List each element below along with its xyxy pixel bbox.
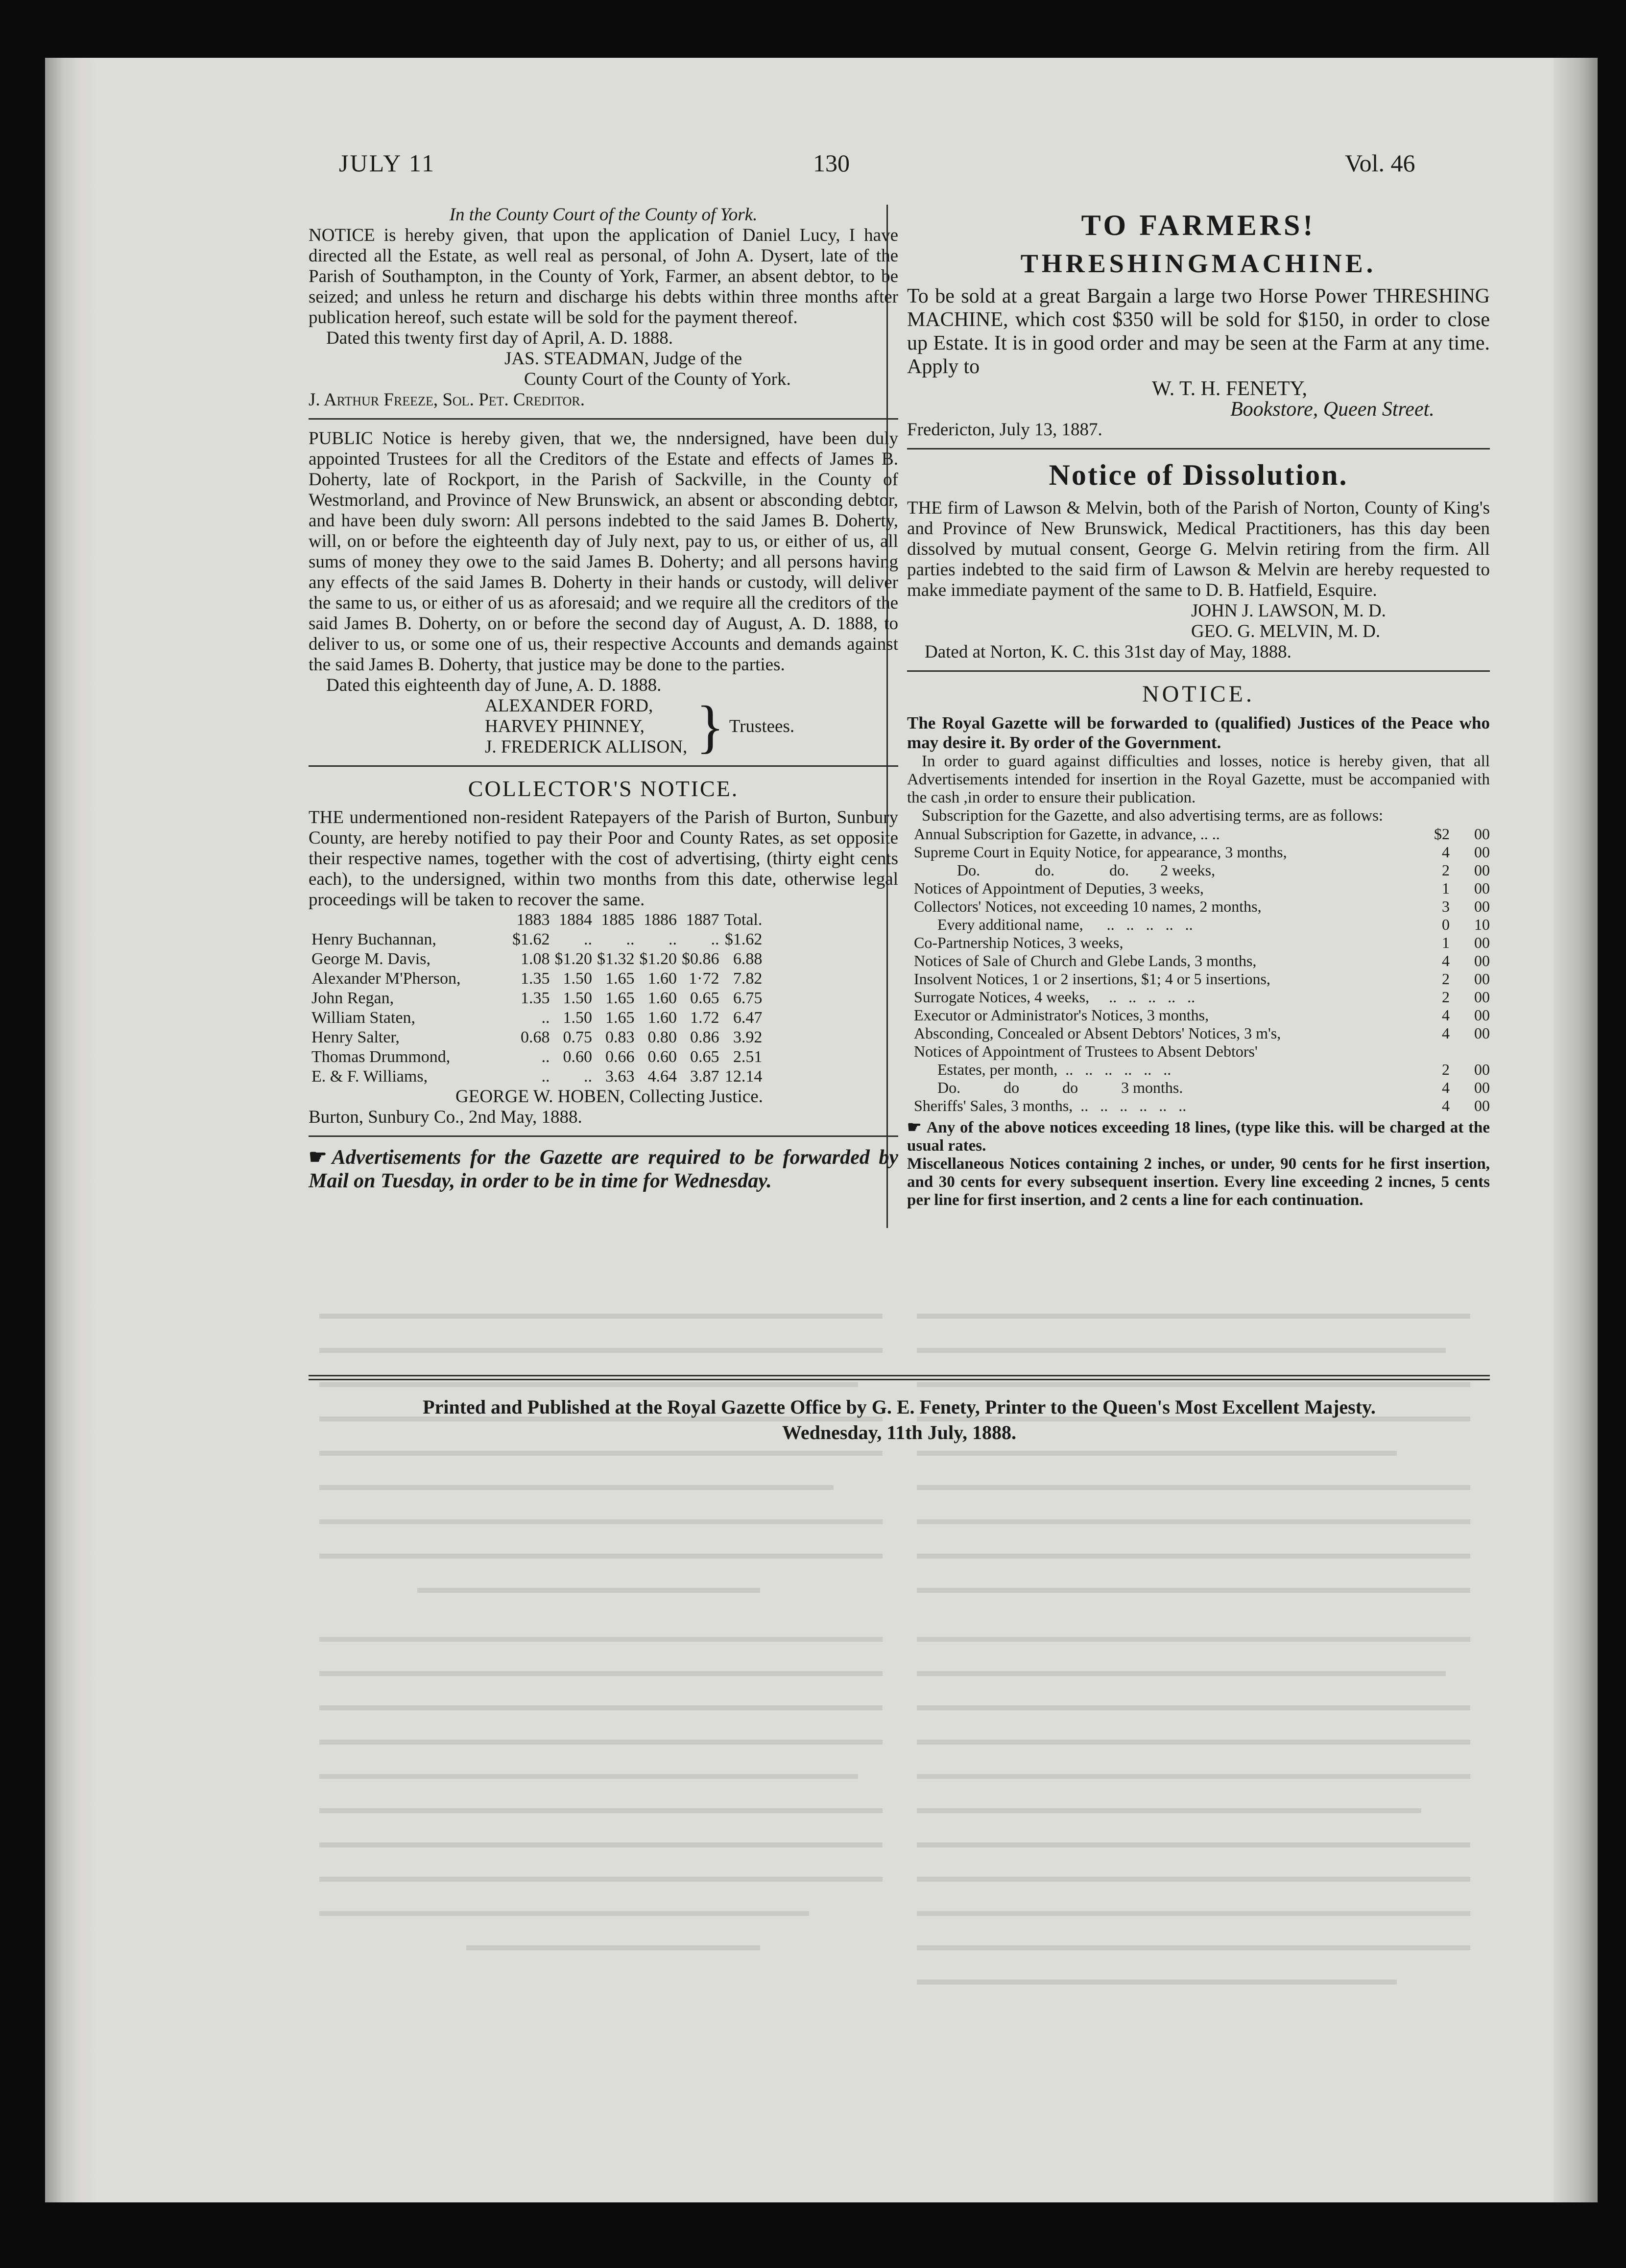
imprint-line: Printed and Published at the Royal Gazette Office by G. E. Fenety, Printer to the Queen's Most Excellent Majesty.: [423, 1396, 1376, 1418]
gazette-page: [45, 58, 1598, 2202]
advertisement-note: ☛ Advertisements for the Gazette are required to be forwarded by Mail on Tuesday, in order to be in time for Wednesday.: [309, 1146, 898, 1192]
fee-label: Sheriffs' Sales, 3 months, .. .. .. .. .. ..: [914, 1097, 1187, 1114]
trustee-brace: }: [696, 694, 724, 759]
table-row: [907, 861, 1490, 879]
table-cell: 1.72: [690, 1009, 719, 1027]
table-row: [907, 1061, 1490, 1079]
fee-label: Co-Partnership Notices, 3 weeks,: [914, 934, 1124, 951]
table-cell: $1.20: [639, 950, 677, 968]
table-row: [907, 970, 1490, 988]
table-cell: Henry Buchannan,: [311, 930, 436, 948]
table-cell: 1.50: [563, 1009, 592, 1027]
book-spine-edge: [1554, 58, 1598, 2202]
table-row: [907, 988, 1490, 1006]
public-notice-body: PUBLIC Notice is hereby given, that we, the nndersigned, have been duly appointed Trustees for all the Creditors of the Estate and effects of James B. Doherty, late of Rockport, in the Parish of Sackville, in the County of Westmorland, and Province of New Brunswick, an absent or absconding debtor, and have been duly sworn: All persons indebted to the said James B. Doherty, will, on or before the eighteenth day of July next, pay to us, or either of us, all sums of money they owe to the said James B. Doherty; and all persons having any effects of the said James B. Doherty in their hands or custody, will deliver the same to us, or either of us as aforesaid; and we require all the creditors of the said James B. Doherty, on or before the second day of August, A. D. 1888, to deliver to us, or some one of us, their respective Accounts and demands against the said James B. Doherty, that justice may be done to the parties.: [309, 428, 898, 675]
table-cell: Henry Salter,: [311, 1028, 400, 1046]
table-row: [907, 843, 1490, 861]
page-date: JULY 11: [339, 149, 436, 177]
section-rule: [907, 670, 1490, 672]
section-rule: [309, 1135, 898, 1137]
table-cell: 7.82: [733, 969, 763, 988]
fee-cents: 00: [1474, 988, 1490, 1006]
fee-label: Insolvent Notices, 1 or 2 insertions, $1; 4 or 5 insertions,: [914, 970, 1270, 988]
fee-cents: 00: [1474, 1079, 1490, 1096]
table-row: [907, 1079, 1490, 1097]
farmers-notice: [878, 209, 1490, 440]
court-notice: [309, 205, 898, 410]
court-line: In the County Court of the County of York.: [449, 205, 758, 225]
table-cell: 6.47: [733, 1009, 763, 1027]
fee-label: Annual Subscription for Gazette, in advance, .. ..: [914, 825, 1220, 843]
table-cell: $0.86: [682, 950, 719, 968]
collector-place-date: Burton, Sunbury Co., 2nd May, 1888.: [309, 1107, 582, 1127]
fee-label: Notices of Sale of Church and Glebe Lands, 3 months,: [914, 952, 1257, 969]
table-cell: Thomas Drummond,: [311, 1048, 451, 1066]
table-cell: 6.75: [733, 989, 763, 1007]
fee-dollars: 3: [1442, 898, 1450, 915]
gazette-notice-para: Subscription for the Gazette, and also advertising terms, are as follows:: [922, 807, 1384, 825]
table-row: [311, 1028, 762, 1047]
table-cell: E. & F. Williams,: [311, 1067, 428, 1086]
show-through-text-texture: [319, 1297, 1470, 2031]
pointing-hand-icon: ☛: [907, 1119, 922, 1136]
table-cell: ..: [541, 1009, 550, 1027]
fee-dollars: 0: [1442, 916, 1450, 933]
public-notice-dated: Dated this eighteenth day of June, A. D. 1888.: [326, 675, 662, 695]
farmers-subtitle: THRESHINGMACHINE.: [1020, 249, 1377, 278]
table-row: [907, 1042, 1490, 1061]
fee-cents: 10: [1474, 916, 1490, 933]
gazette-notice: [878, 681, 1490, 1209]
fee-dollars: 4: [1442, 1024, 1450, 1042]
farmers-title: TO FARMERS!: [1081, 209, 1316, 241]
table-cell: 1.35: [521, 989, 550, 1007]
table-cell: 0.65: [690, 989, 719, 1007]
court-notice-dated: Dated this twenty first day of April, A. D. 1888.: [326, 328, 673, 348]
table-cell: $1.32: [597, 950, 635, 968]
court-notice-body: NOTICE is hereby given, that upon the application of Daniel Lucy, I have directed all the Estate, as well real as personal, of John A. Dysert, late of the Parish of Southampton, in the County of York, Farmer, an absent debtor, to be seized; and unless he return and discharge his debts within three months after publication hereof, such estate will be sold for the payment thereof.: [309, 225, 898, 328]
table-cell: 1.50: [563, 969, 592, 988]
fee-cents: 00: [1474, 1006, 1490, 1024]
table-cell: 2.51: [733, 1048, 763, 1066]
farmers-dateline: Fredericton, July 13, 1887.: [907, 420, 1102, 440]
farmers-signature: W. T. H. FENETY,: [1152, 378, 1307, 400]
table-row: [311, 949, 762, 969]
farmers-body: To be sold at a great Bargain a large two Horse Power THRESHING MACHINE, which cost $350 will be sold for $150, in order to close up Estate. It is in good order and may be seen at the Farm at any time. Apply to: [907, 285, 1490, 378]
table-cell: 1.65: [605, 969, 635, 988]
table-cell: $1.62: [724, 930, 763, 948]
judge-line-2: County Court of the County of York.: [524, 369, 791, 389]
fee-label: Estates, per month, .. .. .. .. .. ..: [914, 1061, 1172, 1078]
fee-label: Every additional name, .. .. .. .. ..: [914, 916, 1193, 933]
collectors-notice-title: COLLECTOR'S NOTICE.: [468, 776, 739, 801]
table-row: [311, 1047, 762, 1067]
collectors-notice: [309, 776, 898, 1128]
fee-dollars: 4: [1442, 1006, 1450, 1024]
fee-cents: 00: [1474, 1061, 1490, 1078]
fee-label: Absconding, Concealed or Absent Debtors' Notices, 3 m's,: [914, 1024, 1281, 1042]
column-header: 1885: [601, 911, 635, 929]
fee-cents: 00: [1474, 934, 1490, 951]
fee-dollars: 4: [1442, 843, 1450, 861]
gazette-notice-para: Miscellaneous Notices containing 2 inches, or under, 90 cents for he first insertion, and 30 cents for every subsequent insertion. Every line exceeding 2 incnes, 5 cents per line for first insertion, and 2 cents a line for each continuation.: [907, 1155, 1490, 1209]
table-row: [907, 934, 1490, 952]
fee-cents: 00: [1474, 879, 1490, 897]
gazette-notice-para: In order to guard against difficulties and losses, notice is hereby given, that all Advertisements intended for insertion in the Royal Gazette, must be accompanied with the cash ,in order to ensure their publication.: [907, 753, 1490, 806]
column-header: 1884: [559, 911, 592, 929]
table-cell: 1.60: [647, 969, 677, 988]
table-cell: 0.75: [563, 1028, 592, 1046]
fee-dollars: $2: [1434, 825, 1450, 843]
fee-dollars: 2: [1442, 988, 1450, 1006]
gazette-notice-para: The Royal Gazette will be forwarded to (qualified) Justices of the Peace who may desire it. By order of the Government.: [907, 713, 1490, 752]
fee-label: Do. do do 3 months.: [914, 1079, 1183, 1096]
table-cell: 0.66: [605, 1048, 635, 1066]
dissolution-signature: JOHN J. LAWSON, M. D.: [1191, 601, 1386, 621]
fee-cents: 00: [1474, 1097, 1490, 1114]
table-cell: 0.83: [605, 1028, 635, 1046]
table-cell: 1.60: [647, 1009, 677, 1027]
gazette-notice-title: NOTICE.: [1142, 681, 1255, 707]
table-cell: 3.63: [605, 1067, 635, 1086]
dissolution-dated: Dated at Norton, K. C. this 31st day of May, 1888.: [925, 642, 1291, 662]
table-row: [907, 879, 1490, 898]
imprint-date: Wednesday, 11th July, 1888.: [782, 1421, 1016, 1443]
column-header: 1883: [516, 911, 550, 929]
table-cell: $1.20: [554, 950, 592, 968]
table-cell: 1·72: [689, 969, 719, 988]
fee-cents: 00: [1474, 861, 1490, 879]
column-header: 1886: [644, 911, 677, 929]
gazette-notice-para: ☛ Any of the above notices exceeding 18 lines, (type like this. will be charged at the usual rates.: [907, 1119, 1490, 1155]
fee-cents: 00: [1474, 825, 1490, 843]
collector-signature: GEORGE W. HOBEN, Collecting Justice.: [455, 1087, 763, 1107]
table-cell: 12.14: [724, 1067, 763, 1086]
fee-dollars: 2: [1442, 1061, 1450, 1078]
table-cell: ..: [541, 1067, 550, 1086]
table-row: [311, 989, 762, 1008]
table-cell: ..: [584, 930, 592, 948]
trustee-name: ALEXANDER FORD,: [485, 696, 653, 716]
table-row: [907, 825, 1490, 843]
fee-label: Supreme Court in Equity Notice, for appearance, 3 months,: [914, 843, 1287, 861]
table-row: [311, 969, 762, 989]
section-rule: [309, 418, 898, 420]
table-cell: ..: [669, 930, 677, 948]
ratepayers-table: [311, 910, 762, 1087]
table-row: [907, 1097, 1490, 1115]
trustee-names: [485, 696, 687, 757]
fee-dollars: 2: [1442, 970, 1450, 988]
judge-line-1: JAS. STEADMAN, Judge of the: [504, 349, 742, 369]
table-cell: 0.80: [647, 1028, 677, 1046]
column-header: 1887: [686, 911, 719, 929]
table-header-row: [311, 910, 762, 930]
table-row: [907, 898, 1490, 916]
table-cell: William Staten,: [311, 1009, 416, 1027]
table-cell: 0.86: [690, 1028, 719, 1046]
fee-cents: 00: [1474, 843, 1490, 861]
table-row: [907, 952, 1490, 970]
dissolution-notice: [878, 458, 1490, 662]
right-column: [878, 205, 1490, 1209]
fee-dollars: 2: [1442, 861, 1450, 879]
fee-cents: 00: [1474, 970, 1490, 988]
table-cell: 1.65: [605, 1009, 635, 1027]
page-number: 130: [813, 149, 850, 177]
trustee-name: J. FREDERICK ALLISON,: [485, 737, 688, 757]
collectors-notice-body: THE undermentioned non-resident Ratepayers of the Parish of Burton, Sunbury County, are hereby notified to pay their Poor and County Rates, as set opposite their respective names, together with the cost of advertising, (thirty eight cents each), to the undersigned, within two months from this date, otherwise legal proceedings will be taken to recover the same.: [309, 807, 898, 910]
fee-label: Notices of Appointment of Deputies, 3 weeks,: [914, 879, 1204, 897]
table-cell: 0.68: [521, 1028, 550, 1046]
dissolution-signature: GEO. G. MELVIN, M. D.: [1191, 621, 1381, 641]
left-column: [309, 205, 898, 1193]
table-cell: $1.62: [512, 930, 550, 948]
fee-dollars: 1: [1442, 879, 1450, 897]
table-row: [907, 1024, 1490, 1042]
table-row: [907, 1006, 1490, 1024]
fee-label: Notices of Appointment of Trustees to Absent Debtors': [914, 1042, 1258, 1060]
trustees-block: [309, 696, 898, 757]
fee-dollars: [1410, 1042, 1450, 1061]
table-cell: ..: [584, 1067, 592, 1086]
fee-dollars: 4: [1442, 1079, 1450, 1096]
trustees-label: Trustees.: [729, 716, 795, 736]
fee-dollars: 1: [1442, 934, 1450, 951]
fee-dollars: 4: [1442, 952, 1450, 969]
table-cell: Alexander M'Pherson,: [311, 969, 461, 988]
dissolution-title: Notice of Dissolution.: [1049, 459, 1348, 491]
table-cell: 3.87: [690, 1067, 719, 1086]
fee-cents: 00: [1474, 952, 1490, 969]
table-cell: 0.60: [563, 1048, 592, 1066]
solicitor-line: J. Arthur Freeze, Sol. Pet. Creditor.: [309, 390, 585, 410]
fee-cents: 00: [1474, 1024, 1490, 1042]
farmers-address: Bookstore, Queen Street.: [1230, 398, 1435, 421]
fee-dollars: 4: [1442, 1097, 1450, 1114]
table-cell: 4.64: [647, 1067, 677, 1086]
table-cell: 0.65: [690, 1048, 719, 1066]
section-rule: [309, 765, 898, 767]
table-row: [311, 930, 762, 949]
public-notice: [309, 428, 898, 757]
fee-cents: [1450, 1042, 1490, 1061]
table-cell: 1.35: [521, 969, 550, 988]
table-cell: 3.92: [733, 1028, 763, 1046]
column-header: [311, 910, 507, 930]
table-cell: ..: [541, 1048, 550, 1066]
table-row: [907, 916, 1490, 934]
table-cell: ..: [626, 930, 635, 948]
table-cell: George M. Davis,: [311, 950, 430, 968]
fee-schedule-table: [907, 825, 1490, 1115]
dissolution-body: THE firm of Lawson & Melvin, both of the Parish of Norton, County of King's and Province of New Brunswick, Medical Practitioners, has this day been dissolved by mutual consent, George G. Melvin retiring from the firm. All parties indebted to the said firm of Lawson & Melvin are hereby requested to make immediate payment of the same to D. B. Hatfield, Esquire.: [907, 498, 1490, 600]
pointing-hand-icon: ☛: [309, 1146, 327, 1169]
fee-label: Surrogate Notices, 4 weeks, .. .. .. .. ..: [914, 988, 1196, 1006]
table-cell: 1.08: [521, 950, 550, 968]
table-cell: 1.65: [605, 989, 635, 1007]
fee-label: Executor or Administrator's Notices, 3 months,: [914, 1006, 1209, 1024]
section-rule: [907, 448, 1490, 449]
table-cell: 1.60: [647, 989, 677, 1007]
table-cell: ..: [711, 930, 719, 948]
fee-label: Collectors' Notices, not exceeding 10 names, 2 months,: [914, 898, 1262, 915]
table-row: [311, 1008, 762, 1028]
table-cell: 6.88: [733, 950, 763, 968]
trustee-name: HARVEY PHINNEY,: [485, 716, 645, 736]
table-cell: 1.50: [563, 989, 592, 1007]
table-row: [311, 1067, 762, 1087]
fee-label: Do. do. do. 2 weeks,: [914, 861, 1216, 879]
table-cell: John Regan,: [311, 989, 394, 1007]
volume-number: Vol. 46: [1345, 149, 1415, 177]
table-cell: 0.60: [647, 1048, 677, 1066]
column-header: Total.: [724, 911, 763, 929]
page-gutter-shadow: [45, 58, 99, 2202]
fee-cents: 00: [1474, 898, 1490, 915]
